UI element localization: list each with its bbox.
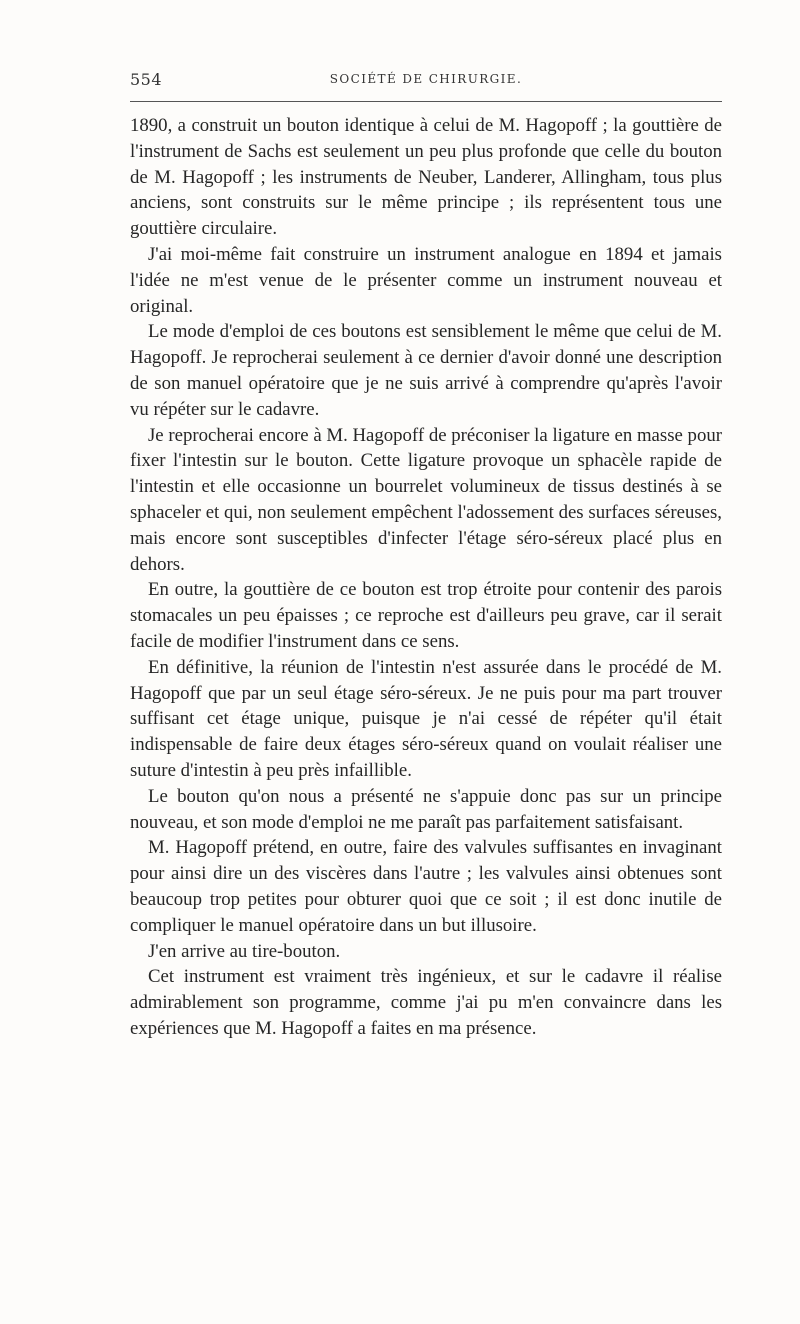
paragraph: J'ai moi-même fait construire un instrument analogue en 1894 et jamais l'idée ne m'est venue de le présenter comme un instrument nouveau et original. — [130, 243, 722, 317]
header-rule — [130, 101, 722, 102]
running-title: SOCIÉTÉ DE CHIRURGIE. — [329, 72, 523, 86]
page-header — [130, 70, 722, 92]
paragraph: En outre, la gouttière de ce bouton est trop étroite pour contenir des parois stomacales un peu épaisses ; ce reproche est d'ailleurs peu grave, car il serait facile de modifier l'instrument dans ce sens. — [130, 579, 722, 652]
paragraph: Le bouton qu'on nous a présenté ne s'appuie donc pas sur un principe nouveau, et son mode d'emploi ne me paraît pas parfaitement satisfaisant. — [130, 785, 722, 833]
paragraph: Cet instrument est vraiment très ingénieux, et sur le cadavre il réalise admirablement son programme, comme j'ai pu m'en convaincre dans les expériences que M. Hagopoff a faites en ma présence. — [130, 966, 722, 1039]
page-number: 554 — [130, 70, 163, 89]
body-text — [130, 113, 722, 1042]
paragraph: Je reprocherai encore à M. Hagopoff de préconiser la ligature en masse pour fixer l'intestin sur le bouton. Cette ligature provoque un sphacèle rapide de l'intestin et elle occasionne un bourrelet volumineux de tissus destinés à se sphaceler et qui, non seulement empêchent l'adossement des surfaces séreuses, mais encore sont susceptibles d'infecter l'étage séro-séreux placé plus en dehors. — [130, 424, 722, 575]
paragraph: J'en arrive au tire-bouton. — [148, 940, 341, 962]
paragraph: Le mode d'emploi de ces boutons est sensiblement le même que celui de M. Hagopoff. Je reprocherai seulement à ce dernier d'avoir donné une description de son manuel opératoire que je ne suis arrivé à comprendre qu'après l'avoir vu répéter sur le cadavre. — [130, 321, 722, 420]
paragraph: En définitive, la réunion de l'intestin n'est assurée dans le procédé de M. Hagopoff que par un seul étage séro-séreux. Je ne puis pour ma part trouver suffisant cet étage unique, puisque je n'ai cessé de répéter qu'il était indispensable de faire deux étages séro-séreux quand on voulait réaliser une suture d'intestin à peu près infaillible. — [130, 656, 722, 781]
paragraph: 1890, a construit un bouton identique à celui de M. Hagopoff ; la gouttière de l'instrument de Sachs est seulement un peu plus profonde que celle du bouton de M. Hagopoff ; les instruments de Neuber, Landerer, Allingham, tous plus anciens, sont construits sur le même principe ; ils représentent tous une gouttière circulaire. — [130, 115, 722, 240]
paragraph: M. Hagopoff prétend, en outre, faire des valvules suffisantes en invaginant pour ainsi dire un des viscères dans l'autre ; les valvules ainsi obtenues sont beaucoup trop petites pour obturer quoi que ce soit ; il est donc inutile de compliquer le manuel opératoire dans un but illusoire. — [130, 837, 722, 936]
